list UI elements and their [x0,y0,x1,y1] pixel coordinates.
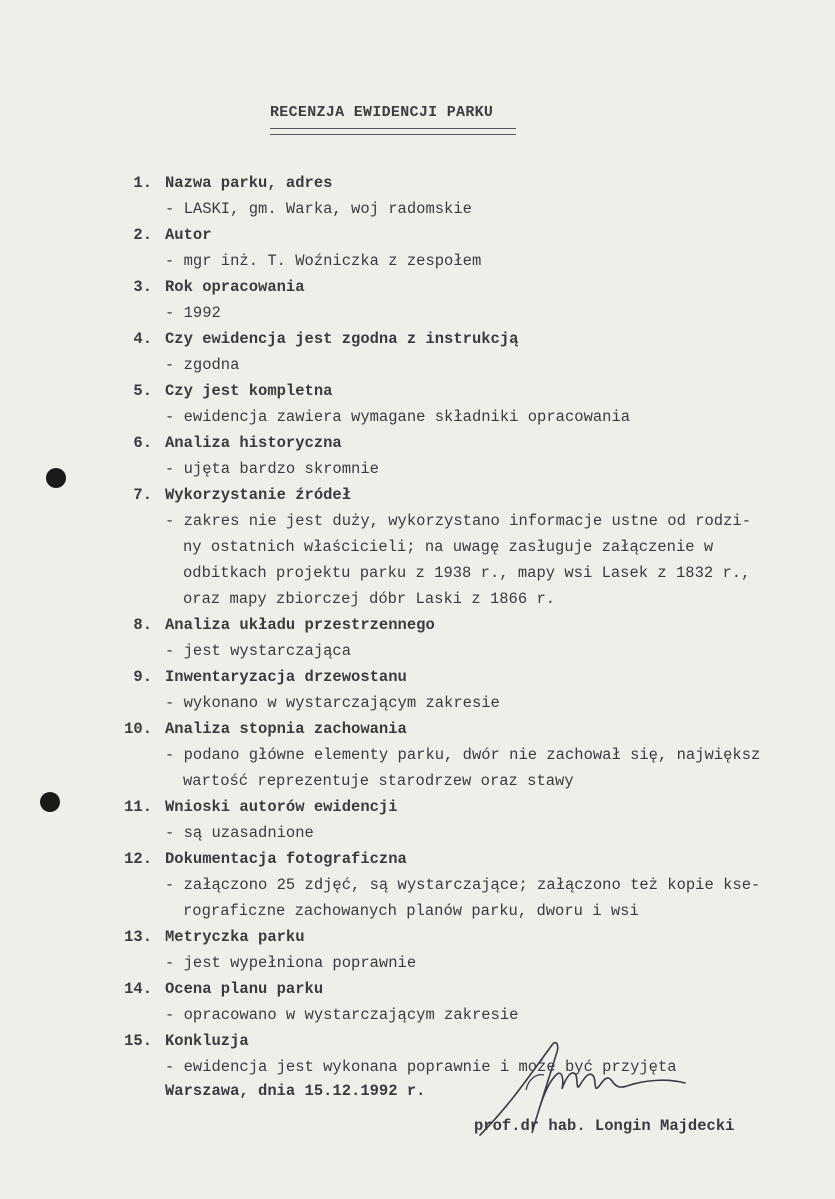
item-heading: Wnioski autorów ewidencji [165,798,398,816]
item-answer: - ewidencja jest wykonana poprawnie i może być przyjęta [165,1058,677,1076]
item-answer-row [0,404,835,430]
item-heading: Analiza historyczna [165,434,342,452]
item-heading: Analiza stopnia zachowania [165,720,407,738]
item-number: 1. [133,174,152,192]
item-answer: - LASKI, gm. Warka, woj radomskie [165,200,472,218]
item-answer-row [0,586,835,612]
item-answer: - zgodna [165,356,240,374]
item-answer-row [0,820,835,846]
item-number: 12. [124,850,152,868]
item-number: 11. [124,798,152,816]
signer-name: prof.dr hab. Longin Majdecki [474,1117,735,1135]
item-heading: Nazwa parku, adres [165,174,333,192]
item-answer: - ujęta bardzo skromnie [165,460,379,478]
review-item [0,976,835,1002]
review-item [0,378,835,404]
item-answer: - załączono 25 zdjęć, są wystarczające; załączono też kopie kse- [165,876,761,894]
item-answer: - są uzasadnione [165,824,314,842]
item-answer-row [0,248,835,274]
review-item [0,170,835,196]
place-date: Warszawa, dnia 15.12.1992 r. [165,1082,426,1100]
item-answer: - 1992 [165,304,221,322]
item-heading: Rok opracowania [165,278,305,296]
item-heading: Ocena planu parku [165,980,324,998]
item-heading: Czy jest kompletna [165,382,333,400]
item-number: 7. [133,486,152,504]
item-heading: Konkluzja [165,1032,249,1050]
item-number: 3. [133,278,152,296]
item-number: 9. [133,668,152,686]
item-answer-row [0,352,835,378]
item-answer: oraz mapy zbiorczej dóbr Laski z 1866 r. [183,590,556,608]
item-answer-row [0,508,835,534]
item-heading: Autor [165,226,212,244]
item-heading: Analiza układu przestrzennego [165,616,435,634]
item-answer: - ewidencja zawiera wymagane składniki opracowania [165,408,631,426]
item-number: 13. [124,928,152,946]
item-answer-row [0,1002,835,1028]
item-answer-row [0,690,835,716]
review-item [0,924,835,950]
review-item [0,846,835,872]
item-number: 15. [124,1032,152,1050]
item-number: 8. [133,616,152,634]
item-heading: Inwentaryzacja drzewostanu [165,668,407,686]
item-number: 6. [133,434,152,452]
review-item [0,430,835,456]
review-item [0,274,835,300]
item-number: 2. [133,226,152,244]
review-items [0,170,835,1080]
document-title: RECENZJA EWIDENCJI PARKU [270,104,494,121]
item-answer: ny ostatnich właścicieli; na uwagę zasługuje załączenie w [183,538,714,556]
item-answer: odbitkach projektu parku z 1938 r., mapy wsi Lasek z 1832 r., [183,564,751,582]
review-item [0,716,835,742]
title-underline [270,128,516,135]
review-item [0,612,835,638]
item-heading: Dokumentacja fotograficzna [165,850,407,868]
item-answer-row [0,742,835,768]
item-answer-row [0,534,835,560]
item-answer: - wykonano w wystarczającym zakresie [165,694,500,712]
review-item [0,664,835,690]
review-item [0,794,835,820]
item-answer: - jest wystarczająca [165,642,352,660]
item-answer-row [0,872,835,898]
item-answer: - jest wypełniona poprawnie [165,954,417,972]
item-heading: Czy ewidencja jest zgodna z instrukcją [165,330,519,348]
item-number: 10. [124,720,152,738]
item-heading: Wykorzystanie źródeł [165,486,352,504]
item-answer-row [0,638,835,664]
item-answer-row [0,768,835,794]
item-answer-row [0,196,835,222]
item-answer-row [0,300,835,326]
item-answer: - mgr inż. T. Woźniczka z zespołem [165,252,482,270]
item-number: 5. [133,382,152,400]
item-number: 14. [124,980,152,998]
item-number: 4. [133,330,152,348]
item-answer-row [0,950,835,976]
review-item [0,326,835,352]
item-answer-row [0,898,835,924]
item-answer: rograficzne zachowanych planów parku, dworu i wsi [183,902,639,920]
review-item [0,482,835,508]
item-heading: Metryczka parku [165,928,305,946]
item-answer: - opracowano w wystarczającym zakresie [165,1006,519,1024]
item-answer-row [0,560,835,586]
item-answer: - zakres nie jest duży, wykorzystano informacje ustne od rodzi- [165,512,751,530]
review-item [0,222,835,248]
item-answer: wartość reprezentuje starodrzew oraz stawy [183,772,574,790]
item-answer: - podano główne elementy parku, dwór nie zachował się, największ [165,746,761,764]
item-answer-row [0,456,835,482]
